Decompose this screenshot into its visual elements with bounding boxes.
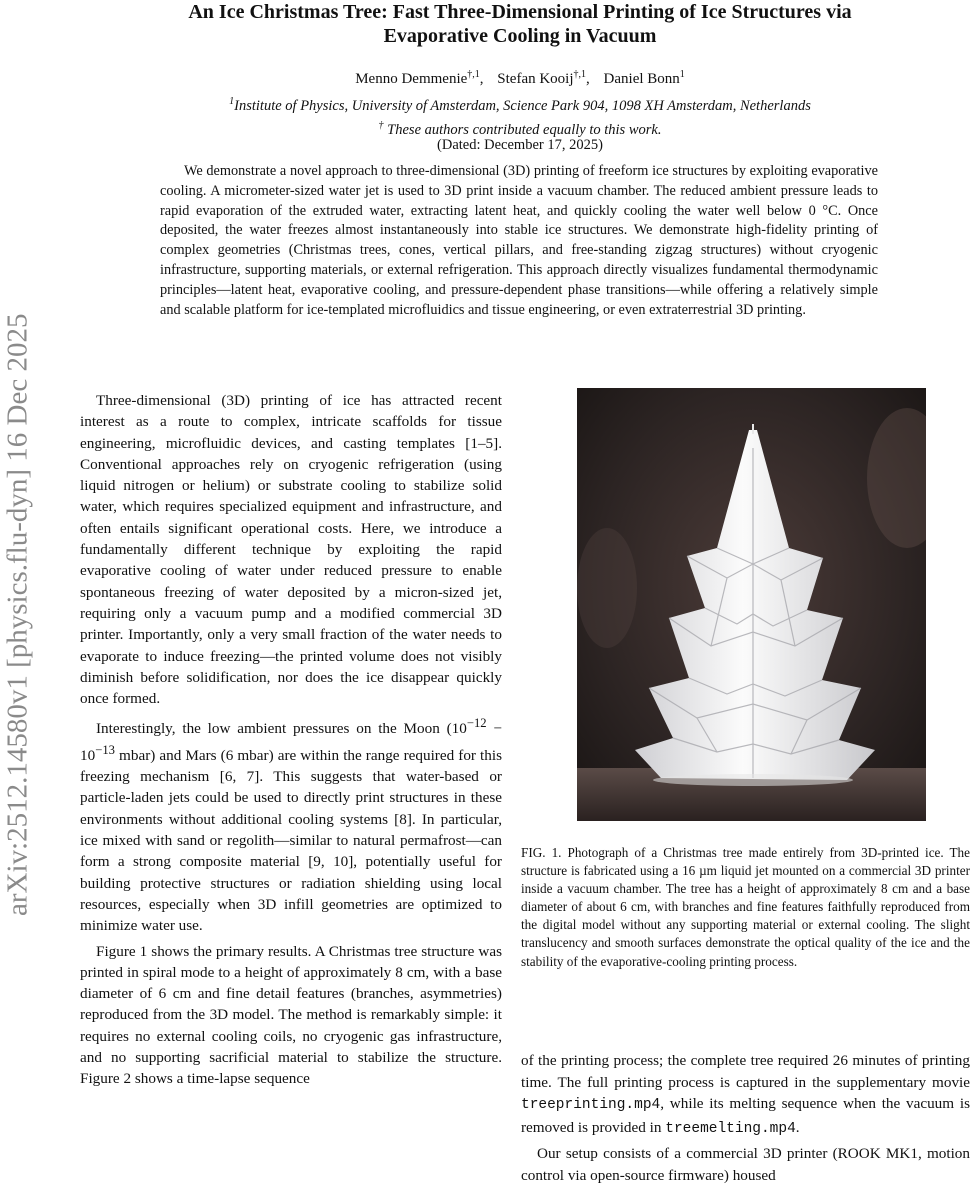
christmas-tree-illustration	[577, 388, 926, 821]
date-line: (Dated: December 17, 2025)	[437, 137, 603, 153]
author-marks: 1	[679, 69, 685, 80]
affiliation-mark: 1	[229, 96, 235, 107]
paragraph-intro: Three-dimensional (3D) printing of ice has attracted recent interest as a route to complex, intricate scaffolds for tissue engineering, microfluidic devices, and casting templates [1–5]. Conventional approaches rely on cryogenic refrigeration (using liquid nitrogen or helium) or substrate cooling to stabilize solid water, which requires specialized equipment and infrastructure, and often entails significant operational costs. Here, we introduce a fundamentally different technique by exploiting the rapid evaporative cooling of water under reduced pressure to enable spontaneous freezing of water deposited by a micron-sized jet, requiring only a vacuum pump and a modified commercial 3D printer. Importantly, only a very small fraction of the water needs to evaporate to induce freezing—the printed volume does not visibly diminish before solidification, nor does the ice disappear quickly once formed.	[80, 392, 502, 708]
author-marks: †,1	[467, 69, 480, 80]
figure-1-caption: FIG. 1. Photograph of a Christmas tree made entirely from 3D-printed ice. The structure is fabricated using a 16 µm liquid jet mounted on a commercial 3D printer inside a vacuum chamber. The tree has a height of approximately 8 cm and a base diameter of about 6 cm, with branches and fine features faithfully reproduced from the digital model without any supporting material or external cooling. The slight translucency and smooth surfaces demonstrate the optical quality of the ice and the stability of the evaporative-cooling printing process.	[521, 845, 970, 969]
paragraph-results: Figure 1 shows the primary results. A Christmas tree structure was printed in spiral mode to a height of approximately 8 cm, with a base diameter of 6 cm and fine detail features (branches, asymmetries) reproduced from the 3D model. The method is remarkably simple: it requires no external cooling coils, no cryogenic gas infrastructure, and no supporting sacrificial material to stabilize the structure. Figure 2 shows a time-lapse sequence	[80, 942, 502, 1088]
paper-title	[90, 0, 950, 48]
paragraph-setup: Our setup consists of a commercial 3D printer (ROOK MK1, motion control via open-source firmware) housed	[521, 1145, 970, 1184]
p2-mid: − 10	[80, 720, 502, 764]
right-column	[521, 1050, 970, 1190]
dagger-mark: †	[378, 120, 384, 131]
author-name: Daniel Bonn	[603, 71, 680, 87]
affiliation	[90, 93, 950, 115]
p4-b: , while its melting sequence when the vacuum is removed is provided in	[521, 1095, 970, 1136]
affiliation-text: Institute of Physics, University of Amsterdam, Science Park 904, 1098 XH Amsterdam, Netherlands	[234, 97, 811, 114]
paragraph-timelapse	[521, 1050, 970, 1140]
author-list: Menno Demmenie$^{\dagger,1}$, Stefan Kooij$^{\dagger,1}$, Daniel Bonn$^1$	[355, 69, 685, 87]
p4-a: of the printing process; the complete tree required 26 minutes of printing time. The full printing process is captured in the supplementary movie	[521, 1052, 970, 1091]
equal-contribution-text: These authors contributed equally to this work.	[387, 121, 662, 138]
exponent: −12	[466, 716, 487, 731]
author-marks: †,1	[573, 69, 587, 80]
p4-c: .	[795, 1118, 800, 1136]
left-column	[80, 390, 502, 1094]
title-line-2: Evaporative Cooling in Vacuum	[383, 25, 657, 47]
movie-filename: treemelting.mp4	[665, 1120, 796, 1137]
paragraph-moon-mars	[80, 713, 502, 936]
p2-start: Interestingly, the low ambient pressures on the Moon (10	[96, 720, 467, 738]
p2-end: mbar) and Mars (6 mbar) are within the range required for this freezing mechanism [6, 7]. This suggests that water-based or particle-laden jets could be used to directly print structures in these environments without additional cooling systems [8]. In particular, ice mixed with sand or regolith—similar to natural permafrost—can form a strong composite material [9, 10], potentially useful for building protective structures or radiation shielding using local resources, especially when 3D infill geometries are optimized to minimize water use.	[80, 746, 502, 935]
title-line-1: An Ice Christmas Tree: Fast Three-Dimensional Printing of Ice Structures via	[188, 1, 852, 23]
abstract: We demonstrate a novel approach to three-dimensional (3D) printing of freeform ice structures by exploiting evaporative cooling. A micrometer-sized water jet is used to 3D print inside a vacuum chamber. The reduced ambient pressure leads to rapid evaporation of the extruded water, extracting latent heat, and quickly cooling the water well below 0 °C. Once deposited, the water freezes almost instantaneously into stable ice structures. We demonstrate high-fidelity printing of complex geometries (Christmas trees, cones, vertical pillars, and free-standing zigzag structures) without cryogenic infrastructure, supporting materials, or external refrigeration. This approach directly visualizes fundamental thermodynamic principles—latent heat, evaporative cooling, and pressure-dependent phase transitions—while offering a relatively simple and scalable platform for ice-templated microfluidics and tissue engineering, or even extraterrestrial 3D printing.	[160, 163, 878, 318]
author-name: Menno Demmenie	[355, 71, 468, 87]
arxiv-identifier: arXiv:2512.14580v1 [physics.flu-dyn] 16 Dec 2025	[1, 313, 34, 917]
author-name: Stefan Kooij	[497, 71, 574, 87]
movie-filename: treeprinting.mp4	[521, 1097, 661, 1114]
exponent: −13	[95, 742, 115, 757]
figure-1-photo	[577, 388, 926, 821]
